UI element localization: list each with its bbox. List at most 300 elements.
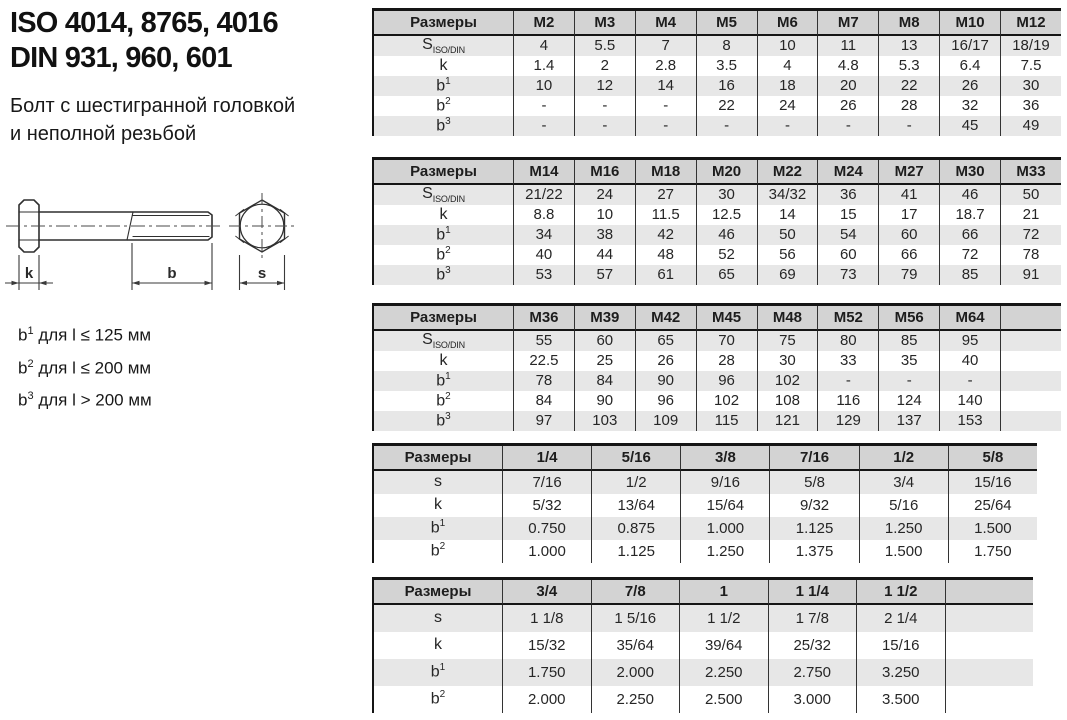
value-cell: 56 bbox=[757, 245, 818, 265]
value-cell: 73 bbox=[817, 265, 878, 285]
value-cell: 95 bbox=[939, 331, 1000, 351]
metric-table-m14-m33 bbox=[372, 157, 1061, 285]
value-cell: 27 bbox=[635, 185, 696, 205]
row-label: $b^3$ bbox=[436, 411, 451, 430]
row-label: $b^2$ bbox=[430, 689, 446, 708]
row-label: $b^1$ bbox=[430, 662, 446, 681]
metric-table-m2-m12 bbox=[372, 8, 1061, 136]
value-cell: 15/16 bbox=[856, 632, 945, 659]
value-cell: 60 bbox=[817, 245, 878, 265]
row-label: k bbox=[434, 496, 442, 514]
size-column-header: M64 bbox=[939, 306, 1000, 331]
value-cell: 1.375 bbox=[769, 540, 858, 563]
value-cell: 2 1/4 bbox=[856, 605, 945, 632]
value-cell: 75 bbox=[757, 331, 818, 351]
value-cell: 109 bbox=[635, 411, 696, 431]
value-cell: 22.5 bbox=[513, 351, 574, 371]
size-column-header: M6 bbox=[757, 11, 818, 36]
dimension-table bbox=[372, 157, 1061, 285]
footnote-b1: $b^1$ для l ≤ 125 мм bbox=[18, 325, 152, 345]
empty-cell bbox=[1000, 351, 1061, 371]
value-cell: 4.8 bbox=[817, 56, 878, 76]
dimension-label-s: s bbox=[257, 265, 267, 282]
value-cell: - bbox=[574, 116, 635, 136]
value-cell: 57 bbox=[574, 265, 635, 285]
value-cell: 5.5 bbox=[574, 36, 635, 56]
empty-header-cell bbox=[1000, 306, 1061, 331]
value-cell: 72 bbox=[1000, 225, 1061, 245]
inch-table-quarter-to-5-8 bbox=[372, 443, 1037, 563]
table-row bbox=[374, 605, 1033, 632]
row-label: $S_{ISO/DIN}$ bbox=[422, 331, 465, 350]
value-cell: 3.500 bbox=[856, 686, 945, 713]
value-cell: 41 bbox=[878, 185, 939, 205]
description-line-2: и неполной резьбой bbox=[10, 123, 197, 145]
value-cell: 108 bbox=[757, 391, 818, 411]
size-column-header: M16 bbox=[574, 160, 635, 185]
table-row bbox=[374, 471, 1037, 494]
size-column-header: 5/8 bbox=[948, 446, 1037, 471]
bolt-drawing-svg bbox=[0, 182, 330, 304]
value-cell: 25/32 bbox=[768, 632, 857, 659]
size-column-header: M24 bbox=[817, 160, 878, 185]
value-cell: 2.500 bbox=[679, 686, 768, 713]
size-column-header: 1/4 bbox=[502, 446, 591, 471]
dimension-label-k: k bbox=[24, 265, 34, 282]
product-description bbox=[10, 92, 295, 148]
value-cell: 4 bbox=[513, 36, 574, 56]
value-cell: 2.250 bbox=[679, 659, 768, 686]
value-cell: 1.250 bbox=[859, 517, 948, 540]
value-cell: 84 bbox=[513, 391, 574, 411]
value-cell: 13 bbox=[878, 36, 939, 56]
value-cell: 11.5 bbox=[635, 205, 696, 225]
value-cell: 129 bbox=[817, 411, 878, 431]
value-cell: 2 bbox=[574, 56, 635, 76]
value-cell: 14 bbox=[757, 205, 818, 225]
value-cell: 9/32 bbox=[769, 494, 858, 517]
value-cell: 18/19 bbox=[1000, 36, 1061, 56]
size-column-header: M36 bbox=[513, 306, 574, 331]
value-cell: 40 bbox=[513, 245, 574, 265]
dimension-table bbox=[372, 443, 1037, 563]
value-cell: - bbox=[513, 96, 574, 116]
value-cell: 61 bbox=[635, 265, 696, 285]
size-column-header: M8 bbox=[878, 11, 939, 36]
value-cell: 60 bbox=[878, 225, 939, 245]
footnote-b3: $b^3$ для l > 200 мм bbox=[18, 390, 152, 410]
value-cell: 96 bbox=[635, 391, 696, 411]
value-cell: 4 bbox=[757, 56, 818, 76]
value-cell: 21 bbox=[1000, 205, 1061, 225]
size-column-header: M33 bbox=[1000, 160, 1061, 185]
metric-table-m36-m64 bbox=[372, 303, 1061, 431]
value-cell: 3/4 bbox=[859, 471, 948, 494]
value-cell: 50 bbox=[1000, 185, 1061, 205]
value-cell: 36 bbox=[817, 185, 878, 205]
row-label-header: Размеры bbox=[374, 160, 513, 185]
value-cell: 1 5/16 bbox=[591, 605, 680, 632]
empty-cell bbox=[945, 686, 1034, 713]
row-label-header: Размеры bbox=[374, 11, 513, 36]
value-cell: 1.500 bbox=[859, 540, 948, 563]
size-column-header: M5 bbox=[696, 11, 757, 36]
table-row bbox=[374, 265, 1061, 285]
value-cell: 1.500 bbox=[948, 517, 1037, 540]
value-cell: 14 bbox=[635, 76, 696, 96]
size-column-header: 1 1/4 bbox=[768, 580, 857, 605]
table-row bbox=[374, 331, 1061, 351]
value-cell: 1/2 bbox=[591, 471, 680, 494]
value-cell: 46 bbox=[939, 185, 1000, 205]
value-cell: 16/17 bbox=[939, 36, 1000, 56]
size-column-header: M39 bbox=[574, 306, 635, 331]
value-cell: 3.250 bbox=[856, 659, 945, 686]
value-cell: 1.000 bbox=[680, 517, 769, 540]
table-header-row bbox=[374, 160, 1061, 185]
value-cell: 26 bbox=[939, 76, 1000, 96]
value-cell: 115 bbox=[696, 411, 757, 431]
size-column-header: M56 bbox=[878, 306, 939, 331]
row-label: s bbox=[434, 609, 442, 627]
size-column-header: M30 bbox=[939, 160, 1000, 185]
table-row bbox=[374, 116, 1061, 136]
value-cell: 54 bbox=[817, 225, 878, 245]
row-label-header: Размеры bbox=[374, 446, 502, 471]
title-line-iso: ISO 4014, 8765, 4016 bbox=[10, 7, 278, 39]
value-cell: 60 bbox=[574, 331, 635, 351]
size-column-header: 5/16 bbox=[591, 446, 680, 471]
value-cell: 121 bbox=[757, 411, 818, 431]
row-label: $S_{ISO/DIN}$ bbox=[422, 185, 465, 204]
row-label-header: Размеры bbox=[374, 306, 513, 331]
value-cell: - bbox=[817, 371, 878, 391]
dimension-label-b: b bbox=[167, 265, 177, 282]
value-cell: 11 bbox=[817, 36, 878, 56]
value-cell: 53 bbox=[513, 265, 574, 285]
table-header-row bbox=[374, 11, 1061, 36]
row-label: $b^2$ bbox=[430, 541, 446, 560]
value-cell: 66 bbox=[939, 225, 1000, 245]
value-cell: 78 bbox=[513, 371, 574, 391]
row-label: $b^2$ bbox=[436, 245, 451, 264]
value-cell: 90 bbox=[574, 391, 635, 411]
size-column-header: 1 1/2 bbox=[856, 580, 945, 605]
value-cell: - bbox=[513, 116, 574, 136]
value-cell: 30 bbox=[696, 185, 757, 205]
standards-title bbox=[10, 6, 278, 76]
value-cell: 10 bbox=[513, 76, 574, 96]
value-cell: 69 bbox=[757, 265, 818, 285]
value-cell: 36 bbox=[1000, 96, 1061, 116]
value-cell: 8 bbox=[696, 36, 757, 56]
value-cell: 35 bbox=[878, 351, 939, 371]
value-cell: 2.750 bbox=[768, 659, 857, 686]
row-label: $b^1$ bbox=[436, 225, 451, 244]
value-cell: 137 bbox=[878, 411, 939, 431]
value-cell: 50 bbox=[757, 225, 818, 245]
table-row bbox=[374, 205, 1061, 225]
value-cell: 34 bbox=[513, 225, 574, 245]
value-cell: - bbox=[878, 371, 939, 391]
value-cell: 20 bbox=[817, 76, 878, 96]
table-row bbox=[374, 351, 1061, 371]
value-cell: 28 bbox=[878, 96, 939, 116]
row-label: $b^1$ bbox=[436, 371, 451, 390]
value-cell: 15/16 bbox=[948, 471, 1037, 494]
value-cell: 3.5 bbox=[696, 56, 757, 76]
row-label: k bbox=[439, 205, 448, 223]
table-row bbox=[374, 76, 1061, 96]
size-column-header: M7 bbox=[817, 11, 878, 36]
value-cell: 72 bbox=[939, 245, 1000, 265]
value-cell: - bbox=[817, 116, 878, 136]
size-column-header: 1/2 bbox=[859, 446, 948, 471]
value-cell: 7 bbox=[635, 36, 696, 56]
size-column-header: 7/16 bbox=[769, 446, 858, 471]
bolt-technical-drawing bbox=[0, 182, 330, 304]
value-cell: 78 bbox=[1000, 245, 1061, 265]
value-cell: 48 bbox=[635, 245, 696, 265]
value-cell: 124 bbox=[878, 391, 939, 411]
value-cell: 1.125 bbox=[591, 540, 680, 563]
size-column-header: M48 bbox=[757, 306, 818, 331]
value-cell: 84 bbox=[574, 371, 635, 391]
value-cell: 28 bbox=[696, 351, 757, 371]
size-column-header: M4 bbox=[635, 11, 696, 36]
size-column-header: M42 bbox=[635, 306, 696, 331]
value-cell: 6.4 bbox=[939, 56, 1000, 76]
value-cell: 1.250 bbox=[680, 540, 769, 563]
value-cell: 116 bbox=[817, 391, 878, 411]
value-cell: 0.875 bbox=[591, 517, 680, 540]
value-cell: 1 1/2 bbox=[679, 605, 768, 632]
value-cell: - bbox=[878, 116, 939, 136]
value-cell: 21/22 bbox=[513, 185, 574, 205]
empty-cell bbox=[945, 605, 1034, 632]
value-cell: 10 bbox=[757, 36, 818, 56]
value-cell: - bbox=[939, 371, 1000, 391]
table-row bbox=[374, 96, 1061, 116]
value-cell: 10 bbox=[574, 205, 635, 225]
value-cell: 0.750 bbox=[502, 517, 591, 540]
value-cell: 24 bbox=[574, 185, 635, 205]
value-cell: 65 bbox=[635, 331, 696, 351]
size-column-header: M10 bbox=[939, 11, 1000, 36]
empty-cell bbox=[1000, 331, 1061, 351]
value-cell: 34/32 bbox=[757, 185, 818, 205]
value-cell: 1.750 bbox=[502, 659, 591, 686]
table-row bbox=[374, 185, 1061, 205]
inch-table-3-4-to-1-5 bbox=[372, 577, 1033, 713]
empty-cell bbox=[1000, 391, 1061, 411]
row-label: $b^3$ bbox=[436, 116, 451, 135]
size-column-header: M12 bbox=[1000, 11, 1061, 36]
value-cell: 102 bbox=[696, 391, 757, 411]
value-cell: 40 bbox=[939, 351, 1000, 371]
value-cell: 2.000 bbox=[502, 686, 591, 713]
value-cell: 17 bbox=[878, 205, 939, 225]
value-cell: 80 bbox=[817, 331, 878, 351]
value-cell: 1.000 bbox=[502, 540, 591, 563]
value-cell: 5/32 bbox=[502, 494, 591, 517]
value-cell: - bbox=[635, 96, 696, 116]
row-label: $b^1$ bbox=[430, 518, 446, 537]
value-cell: 39/64 bbox=[679, 632, 768, 659]
value-cell: 33 bbox=[817, 351, 878, 371]
row-label: $b^3$ bbox=[436, 265, 451, 284]
value-cell: 18.7 bbox=[939, 205, 1000, 225]
value-cell: 49 bbox=[1000, 116, 1061, 136]
size-column-header: 3/4 bbox=[502, 580, 591, 605]
size-column-header: M20 bbox=[696, 160, 757, 185]
value-cell: 97 bbox=[513, 411, 574, 431]
row-label: k bbox=[434, 636, 442, 654]
value-cell: 1 1/8 bbox=[502, 605, 591, 632]
value-cell: 22 bbox=[878, 76, 939, 96]
value-cell: 1 7/8 bbox=[768, 605, 857, 632]
value-cell: 79 bbox=[878, 265, 939, 285]
value-cell: 5/8 bbox=[769, 471, 858, 494]
value-cell: 140 bbox=[939, 391, 1000, 411]
value-cell: - bbox=[574, 96, 635, 116]
table-row bbox=[374, 36, 1061, 56]
value-cell: 9/16 bbox=[680, 471, 769, 494]
size-column-header: M3 bbox=[574, 11, 635, 36]
table-header-row bbox=[374, 446, 1037, 471]
row-label: s bbox=[434, 473, 442, 491]
value-cell: 26 bbox=[635, 351, 696, 371]
table-row bbox=[374, 686, 1033, 713]
value-cell: 5.3 bbox=[878, 56, 939, 76]
row-label: $b^1$ bbox=[436, 76, 451, 95]
value-cell: 103 bbox=[574, 411, 635, 431]
empty-cell bbox=[1000, 371, 1061, 391]
size-column-header: M27 bbox=[878, 160, 939, 185]
size-column-header: M52 bbox=[817, 306, 878, 331]
dimension-table bbox=[372, 8, 1061, 136]
value-cell: 102 bbox=[757, 371, 818, 391]
value-cell: - bbox=[635, 116, 696, 136]
table-row bbox=[374, 56, 1061, 76]
size-column-header: 7/8 bbox=[591, 580, 680, 605]
value-cell: 16 bbox=[696, 76, 757, 96]
value-cell: 3.000 bbox=[768, 686, 857, 713]
value-cell: 35/64 bbox=[591, 632, 680, 659]
value-cell: 85 bbox=[878, 331, 939, 351]
row-label-header: Размеры bbox=[374, 580, 502, 605]
value-cell: 24 bbox=[757, 96, 818, 116]
thread-length-footnotes bbox=[18, 317, 152, 415]
table-row bbox=[374, 411, 1061, 431]
value-cell: 38 bbox=[574, 225, 635, 245]
value-cell: 1.750 bbox=[948, 540, 1037, 563]
value-cell: 45 bbox=[939, 116, 1000, 136]
empty-cell bbox=[945, 659, 1034, 686]
value-cell: - bbox=[757, 116, 818, 136]
table-row bbox=[374, 540, 1037, 563]
value-cell: 2.250 bbox=[591, 686, 680, 713]
size-column-header: 1 bbox=[679, 580, 768, 605]
value-cell: 85 bbox=[939, 265, 1000, 285]
row-label: $S_{ISO/DIN}$ bbox=[422, 36, 465, 55]
value-cell: 1.4 bbox=[513, 56, 574, 76]
value-cell: 153 bbox=[939, 411, 1000, 431]
table-row bbox=[374, 632, 1033, 659]
value-cell: 15 bbox=[817, 205, 878, 225]
value-cell: 15/32 bbox=[502, 632, 591, 659]
value-cell: 26 bbox=[817, 96, 878, 116]
value-cell: 18 bbox=[757, 76, 818, 96]
table-header-row bbox=[374, 306, 1061, 331]
empty-header-cell bbox=[945, 580, 1034, 605]
value-cell: - bbox=[696, 116, 757, 136]
size-column-header: M22 bbox=[757, 160, 818, 185]
value-cell: 30 bbox=[1000, 76, 1061, 96]
table-row bbox=[374, 517, 1037, 540]
value-cell: 12.5 bbox=[696, 205, 757, 225]
size-column-header: M18 bbox=[635, 160, 696, 185]
value-cell: 8.8 bbox=[513, 205, 574, 225]
row-label: k bbox=[439, 56, 448, 74]
table-row bbox=[374, 371, 1061, 391]
table-header-row bbox=[374, 580, 1033, 605]
title-line-din: DIN 931, 960, 601 bbox=[10, 42, 232, 74]
value-cell: 1.125 bbox=[769, 517, 858, 540]
value-cell: 46 bbox=[696, 225, 757, 245]
footnote-b2: $b^2$ для l ≤ 200 мм bbox=[18, 357, 152, 378]
value-cell: 70 bbox=[696, 331, 757, 351]
value-cell: 91 bbox=[1000, 265, 1061, 285]
empty-cell bbox=[1000, 411, 1061, 431]
value-cell: 30 bbox=[757, 351, 818, 371]
size-column-header: M14 bbox=[513, 160, 574, 185]
value-cell: 65 bbox=[696, 265, 757, 285]
row-label: $b^2$ bbox=[436, 391, 451, 410]
value-cell: 2.000 bbox=[591, 659, 680, 686]
dimension-table bbox=[372, 577, 1033, 713]
table-row bbox=[374, 225, 1061, 245]
value-cell: 66 bbox=[878, 245, 939, 265]
value-cell: 90 bbox=[635, 371, 696, 391]
table-row bbox=[374, 245, 1061, 265]
value-cell: 7/16 bbox=[502, 471, 591, 494]
row-label: k bbox=[439, 351, 448, 369]
value-cell: 52 bbox=[696, 245, 757, 265]
value-cell: 44 bbox=[574, 245, 635, 265]
row-label: $b^2$ bbox=[436, 96, 451, 115]
table-row bbox=[374, 659, 1033, 686]
value-cell: 7.5 bbox=[1000, 56, 1061, 76]
description-line-1: Болт с шестигранной головкой bbox=[10, 95, 296, 117]
value-cell: 12 bbox=[574, 76, 635, 96]
size-column-header: 3/8 bbox=[680, 446, 769, 471]
value-cell: 55 bbox=[513, 331, 574, 351]
table-row bbox=[374, 494, 1037, 517]
table-row bbox=[374, 391, 1061, 411]
dimension-table bbox=[372, 303, 1061, 431]
value-cell: 25 bbox=[574, 351, 635, 371]
value-cell: 5/16 bbox=[859, 494, 948, 517]
value-cell: 96 bbox=[696, 371, 757, 391]
size-column-header: M2 bbox=[513, 11, 574, 36]
value-cell: 42 bbox=[635, 225, 696, 245]
size-column-header: M45 bbox=[696, 306, 757, 331]
value-cell: 15/64 bbox=[680, 494, 769, 517]
hex-centerlines bbox=[229, 193, 295, 259]
value-cell: 25/64 bbox=[948, 494, 1037, 517]
empty-cell bbox=[945, 632, 1034, 659]
